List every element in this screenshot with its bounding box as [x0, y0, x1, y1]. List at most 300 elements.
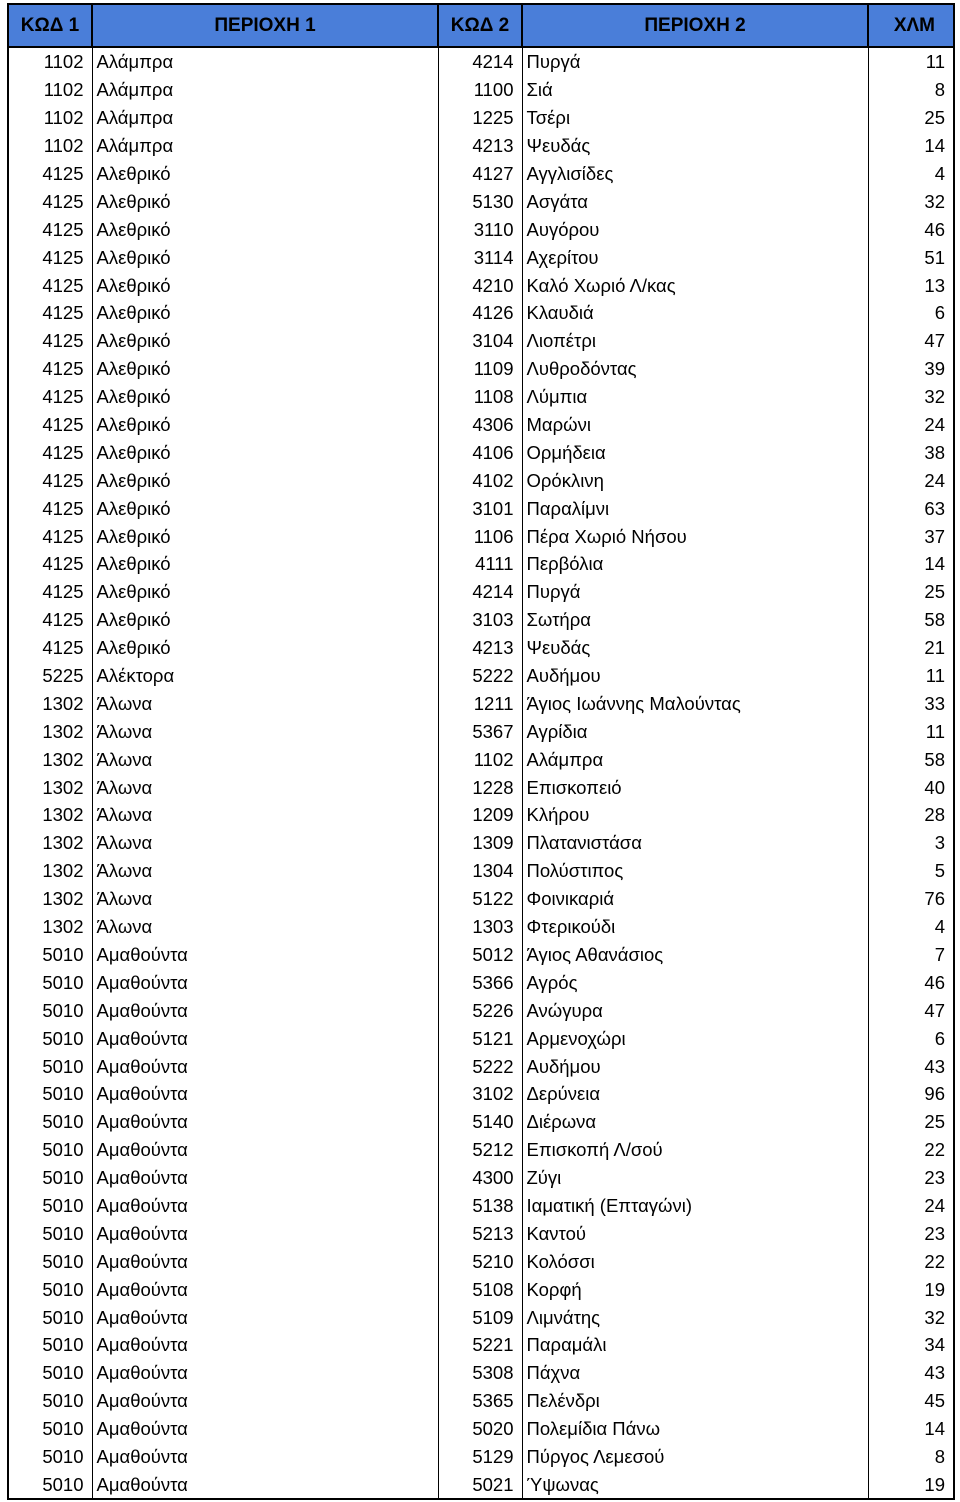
- code-1-cell: 5010: [8, 1080, 92, 1108]
- code-1-cell: 5010: [8, 1219, 92, 1247]
- table-row: [8, 689, 954, 717]
- code-1-cell: 4125: [8, 299, 92, 327]
- km-cell: 8: [868, 76, 954, 104]
- area-2-cell: Παραμάλι: [522, 1331, 868, 1359]
- table-row: [8, 1136, 954, 1164]
- code-2-cell: 3114: [438, 243, 522, 271]
- code-2-cell: 4300: [438, 1164, 522, 1192]
- area-1-cell: Αμαθούντα: [92, 1415, 438, 1443]
- area-2-cell: Κορφή: [522, 1275, 868, 1303]
- area-1-cell: Άλωνα: [92, 857, 438, 885]
- area-2-cell: Ύψωνας: [522, 1470, 868, 1499]
- code-2-cell: 5210: [438, 1247, 522, 1275]
- area-2-cell: Αυδήμου: [522, 1052, 868, 1080]
- code-1-cell: 4125: [8, 438, 92, 466]
- code-2-cell: 4106: [438, 438, 522, 466]
- area-1-cell: Αλάμπρα: [92, 104, 438, 132]
- code-1-cell: 4125: [8, 522, 92, 550]
- code-1-cell: 1102: [8, 104, 92, 132]
- table-row: [8, 885, 954, 913]
- area-2-cell: Περβόλια: [522, 550, 868, 578]
- km-cell: 4: [868, 160, 954, 188]
- area-1-cell: Αμαθούντα: [92, 1024, 438, 1052]
- code-1-cell: 5010: [8, 1275, 92, 1303]
- table-row: [8, 1024, 954, 1052]
- code-1-cell: 1302: [8, 745, 92, 773]
- area-1-cell: Άλωνα: [92, 829, 438, 857]
- table-row: [8, 160, 954, 188]
- area-2-cell: Φοινικαριά: [522, 885, 868, 913]
- area-2-cell: Ορόκλινη: [522, 466, 868, 494]
- code-2-cell: 5222: [438, 662, 522, 690]
- code-2-cell: 4213: [438, 634, 522, 662]
- area-2-cell: Πύργος Λεμεσού: [522, 1443, 868, 1471]
- code-2-cell: 5130: [438, 187, 522, 215]
- code-2-cell: 5213: [438, 1219, 522, 1247]
- area-2-cell: Άγιος Ιωάννης Μαλούντας: [522, 689, 868, 717]
- table-body: [8, 47, 954, 1499]
- header-code-2: ΚΩΔ 2: [438, 4, 522, 47]
- header-row: [8, 4, 954, 47]
- km-cell: 47: [868, 996, 954, 1024]
- km-cell: 19: [868, 1470, 954, 1499]
- code-1-cell: 1302: [8, 857, 92, 885]
- area-1-cell: Αμαθούντα: [92, 968, 438, 996]
- area-1-cell: Αμαθούντα: [92, 1275, 438, 1303]
- code-1-cell: 4125: [8, 634, 92, 662]
- code-1-cell: 5010: [8, 1192, 92, 1220]
- km-cell: 32: [868, 383, 954, 411]
- code-2-cell: 1211: [438, 689, 522, 717]
- table-row: [8, 466, 954, 494]
- table-row: [8, 801, 954, 829]
- table-row: [8, 327, 954, 355]
- code-1-cell: 4125: [8, 466, 92, 494]
- area-2-cell: Ορμήδεια: [522, 438, 868, 466]
- table-row: [8, 1192, 954, 1220]
- area-1-cell: Αμαθούντα: [92, 1443, 438, 1471]
- code-1-cell: 5010: [8, 968, 92, 996]
- code-2-cell: 1102: [438, 745, 522, 773]
- header-area-2: ΠΕΡΙΟΧΗ 2: [522, 4, 868, 47]
- table-row: [8, 745, 954, 773]
- area-1-cell: Αμαθούντα: [92, 996, 438, 1024]
- code-1-cell: 5010: [8, 1387, 92, 1415]
- km-cell: 32: [868, 187, 954, 215]
- table-row: [8, 662, 954, 690]
- header-area-1: ΠΕΡΙΟΧΗ 1: [92, 4, 438, 47]
- area-2-cell: Λύμπια: [522, 383, 868, 411]
- area-2-cell: Λιμνάτης: [522, 1303, 868, 1331]
- area-2-cell: Ασγάτα: [522, 187, 868, 215]
- code-2-cell: 4210: [438, 271, 522, 299]
- code-1-cell: 1302: [8, 913, 92, 941]
- area-1-cell: Αλεθρικό: [92, 215, 438, 243]
- area-1-cell: Αλεθρικό: [92, 299, 438, 327]
- code-2-cell: 1109: [438, 355, 522, 383]
- km-cell: 25: [868, 578, 954, 606]
- code-1-cell: 1102: [8, 47, 92, 76]
- km-cell: 47: [868, 327, 954, 355]
- code-1-cell: 5010: [8, 1247, 92, 1275]
- table-row: [8, 773, 954, 801]
- table-row: [8, 1247, 954, 1275]
- table-row: [8, 299, 954, 327]
- area-1-cell: Άλωνα: [92, 913, 438, 941]
- code-1-cell: 1302: [8, 801, 92, 829]
- table-row: [8, 187, 954, 215]
- code-2-cell: 1309: [438, 829, 522, 857]
- table-row: [8, 1415, 954, 1443]
- code-2-cell: 5108: [438, 1275, 522, 1303]
- area-2-cell: Λιοπέτρι: [522, 327, 868, 355]
- code-1-cell: 1302: [8, 689, 92, 717]
- table-row: [8, 717, 954, 745]
- table-row: [8, 606, 954, 634]
- area-1-cell: Αμαθούντα: [92, 1470, 438, 1499]
- km-cell: 39: [868, 355, 954, 383]
- area-2-cell: Πυργά: [522, 47, 868, 76]
- area-1-cell: Αμαθούντα: [92, 941, 438, 969]
- table-row: [8, 1052, 954, 1080]
- table-row: [8, 411, 954, 439]
- km-cell: 5: [868, 857, 954, 885]
- km-cell: 63: [868, 494, 954, 522]
- table-row: [8, 104, 954, 132]
- area-1-cell: Άλωνα: [92, 773, 438, 801]
- code-2-cell: 4102: [438, 466, 522, 494]
- code-1-cell: 4125: [8, 550, 92, 578]
- code-1-cell: 5010: [8, 1331, 92, 1359]
- area-1-cell: Αλάμπρα: [92, 132, 438, 160]
- code-1-cell: 5010: [8, 941, 92, 969]
- area-2-cell: Ιαματική (Επταγώνι): [522, 1192, 868, 1220]
- area-1-cell: Αλεθρικό: [92, 243, 438, 271]
- code-2-cell: 1304: [438, 857, 522, 885]
- code-1-cell: 4125: [8, 160, 92, 188]
- area-2-cell: Κλαυδιά: [522, 299, 868, 327]
- header-km: ΧΛΜ: [868, 4, 954, 47]
- km-cell: 46: [868, 968, 954, 996]
- km-cell: 25: [868, 1108, 954, 1136]
- area-1-cell: Αλεθρικό: [92, 411, 438, 439]
- table-row: [8, 1443, 954, 1471]
- area-2-cell: Πελένδρι: [522, 1387, 868, 1415]
- code-2-cell: 5365: [438, 1387, 522, 1415]
- km-cell: 4: [868, 913, 954, 941]
- code-2-cell: 5367: [438, 717, 522, 745]
- km-cell: 43: [868, 1052, 954, 1080]
- area-1-cell: Άλωνα: [92, 801, 438, 829]
- code-1-cell: 4125: [8, 243, 92, 271]
- area-1-cell: Αλεθρικό: [92, 522, 438, 550]
- area-2-cell: Ψευδάς: [522, 132, 868, 160]
- code-2-cell: 4126: [438, 299, 522, 327]
- area-2-cell: Ζύγι: [522, 1164, 868, 1192]
- area-2-cell: Πυργά: [522, 578, 868, 606]
- km-cell: 23: [868, 1164, 954, 1192]
- area-2-cell: Μαρώνι: [522, 411, 868, 439]
- table-row: [8, 243, 954, 271]
- km-cell: 37: [868, 522, 954, 550]
- km-cell: 32: [868, 1303, 954, 1331]
- area-1-cell: Αλάμπρα: [92, 76, 438, 104]
- area-1-cell: Αλεθρικό: [92, 327, 438, 355]
- km-cell: 24: [868, 1192, 954, 1220]
- code-1-cell: 5010: [8, 1108, 92, 1136]
- km-cell: 14: [868, 1415, 954, 1443]
- area-1-cell: Αλεθρικό: [92, 438, 438, 466]
- area-2-cell: Αρμενοχώρι: [522, 1024, 868, 1052]
- code-2-cell: 3104: [438, 327, 522, 355]
- code-1-cell: 4125: [8, 411, 92, 439]
- area-1-cell: Άλωνα: [92, 885, 438, 913]
- code-2-cell: 4214: [438, 578, 522, 606]
- km-cell: 34: [868, 1331, 954, 1359]
- code-2-cell: 5122: [438, 885, 522, 913]
- code-2-cell: 1303: [438, 913, 522, 941]
- area-2-cell: Επισκοπειό: [522, 773, 868, 801]
- distance-table-sheet: [7, 3, 953, 1500]
- code-1-cell: 4125: [8, 271, 92, 299]
- table-row: [8, 355, 954, 383]
- code-2-cell: 4127: [438, 160, 522, 188]
- code-1-cell: 1302: [8, 829, 92, 857]
- code-2-cell: 3101: [438, 494, 522, 522]
- code-2-cell: 5221: [438, 1331, 522, 1359]
- area-1-cell: Αμαθούντα: [92, 1303, 438, 1331]
- area-1-cell: Αλάμπρα: [92, 47, 438, 76]
- area-1-cell: Αμαθούντα: [92, 1359, 438, 1387]
- area-2-cell: Καντού: [522, 1219, 868, 1247]
- code-2-cell: 4111: [438, 550, 522, 578]
- area-1-cell: Αμαθούντα: [92, 1219, 438, 1247]
- area-1-cell: Αμαθούντα: [92, 1136, 438, 1164]
- area-1-cell: Αμαθούντα: [92, 1080, 438, 1108]
- code-2-cell: 4214: [438, 47, 522, 76]
- code-2-cell: 1100: [438, 76, 522, 104]
- area-2-cell: Αγρίδια: [522, 717, 868, 745]
- code-1-cell: 4125: [8, 494, 92, 522]
- km-cell: 46: [868, 215, 954, 243]
- area-1-cell: Αμαθούντα: [92, 1192, 438, 1220]
- area-2-cell: Αυδήμου: [522, 662, 868, 690]
- header-code-1: ΚΩΔ 1: [8, 4, 92, 47]
- km-cell: 6: [868, 299, 954, 327]
- table-row: [8, 578, 954, 606]
- area-1-cell: Άλωνα: [92, 745, 438, 773]
- km-cell: 13: [868, 271, 954, 299]
- km-cell: 14: [868, 132, 954, 160]
- area-1-cell: Αλεθρικό: [92, 634, 438, 662]
- km-cell: 76: [868, 885, 954, 913]
- km-cell: 28: [868, 801, 954, 829]
- code-2-cell: 5012: [438, 941, 522, 969]
- area-1-cell: Αλεθρικό: [92, 494, 438, 522]
- code-1-cell: 1102: [8, 76, 92, 104]
- code-1-cell: 4125: [8, 187, 92, 215]
- km-cell: 3: [868, 829, 954, 857]
- code-2-cell: 1209: [438, 801, 522, 829]
- table-row: [8, 1359, 954, 1387]
- km-cell: 23: [868, 1219, 954, 1247]
- area-2-cell: Καλό Χωριό Λ/κας: [522, 271, 868, 299]
- table-row: [8, 968, 954, 996]
- area-2-cell: Φτερικούδι: [522, 913, 868, 941]
- area-2-cell: Επισκοπή Λ/σού: [522, 1136, 868, 1164]
- code-1-cell: 4125: [8, 327, 92, 355]
- table-row: [8, 1164, 954, 1192]
- km-cell: 45: [868, 1387, 954, 1415]
- table-row: [8, 1303, 954, 1331]
- code-2-cell: 5121: [438, 1024, 522, 1052]
- area-1-cell: Αλεθρικό: [92, 271, 438, 299]
- code-1-cell: 4125: [8, 383, 92, 411]
- km-cell: 58: [868, 745, 954, 773]
- area-2-cell: Αλάμπρα: [522, 745, 868, 773]
- table-row: [8, 47, 954, 76]
- table-row: [8, 634, 954, 662]
- table-row: [8, 996, 954, 1024]
- area-2-cell: Πλατανιστάσα: [522, 829, 868, 857]
- code-2-cell: 5138: [438, 1192, 522, 1220]
- code-2-cell: 5129: [438, 1443, 522, 1471]
- km-cell: 38: [868, 438, 954, 466]
- km-cell: 21: [868, 634, 954, 662]
- code-2-cell: 5109: [438, 1303, 522, 1331]
- code-2-cell: 4306: [438, 411, 522, 439]
- code-1-cell: 5010: [8, 1024, 92, 1052]
- code-2-cell: 5020: [438, 1415, 522, 1443]
- area-2-cell: Αγγλισίδες: [522, 160, 868, 188]
- code-1-cell: 1102: [8, 132, 92, 160]
- area-2-cell: Δερύνεια: [522, 1080, 868, 1108]
- km-cell: 40: [868, 773, 954, 801]
- code-2-cell: 5212: [438, 1136, 522, 1164]
- km-cell: 7: [868, 941, 954, 969]
- code-2-cell: 5366: [438, 968, 522, 996]
- table-row: [8, 1470, 954, 1499]
- area-1-cell: Αλεθρικό: [92, 578, 438, 606]
- table-row: [8, 829, 954, 857]
- code-1-cell: 5010: [8, 1359, 92, 1387]
- table-row: [8, 1387, 954, 1415]
- table-row: [8, 383, 954, 411]
- area-1-cell: Αμαθούντα: [92, 1052, 438, 1080]
- table-row: [8, 1108, 954, 1136]
- code-1-cell: 5225: [8, 662, 92, 690]
- area-1-cell: Άλωνα: [92, 689, 438, 717]
- code-1-cell: 1302: [8, 717, 92, 745]
- table-row: [8, 857, 954, 885]
- km-cell: 6: [868, 1024, 954, 1052]
- km-cell: 58: [868, 606, 954, 634]
- km-cell: 11: [868, 662, 954, 690]
- km-cell: 19: [868, 1275, 954, 1303]
- area-2-cell: Αχερίτου: [522, 243, 868, 271]
- code-1-cell: 4125: [8, 578, 92, 606]
- area-1-cell: Αλεθρικό: [92, 383, 438, 411]
- code-1-cell: 5010: [8, 1415, 92, 1443]
- area-1-cell: Αλέκτορα: [92, 662, 438, 690]
- area-1-cell: Αλεθρικό: [92, 606, 438, 634]
- code-1-cell: 4125: [8, 355, 92, 383]
- table-row: [8, 941, 954, 969]
- code-1-cell: 5010: [8, 1443, 92, 1471]
- area-1-cell: Αμαθούντα: [92, 1108, 438, 1136]
- area-1-cell: Αμαθούντα: [92, 1164, 438, 1192]
- code-2-cell: 3110: [438, 215, 522, 243]
- km-cell: 22: [868, 1247, 954, 1275]
- code-1-cell: 5010: [8, 1164, 92, 1192]
- code-2-cell: 5222: [438, 1052, 522, 1080]
- code-1-cell: 5010: [8, 996, 92, 1024]
- code-2-cell: 3102: [438, 1080, 522, 1108]
- table-row: [8, 438, 954, 466]
- code-1-cell: 1302: [8, 885, 92, 913]
- code-1-cell: 5010: [8, 1052, 92, 1080]
- area-2-cell: Τσέρι: [522, 104, 868, 132]
- area-2-cell: Κολόσσι: [522, 1247, 868, 1275]
- area-2-cell: Λυθροδόντας: [522, 355, 868, 383]
- table-row: [8, 132, 954, 160]
- area-1-cell: Αλεθρικό: [92, 466, 438, 494]
- area-2-cell: Ανώγυρα: [522, 996, 868, 1024]
- area-2-cell: Κλήρου: [522, 801, 868, 829]
- table-row: [8, 76, 954, 104]
- area-1-cell: Αμαθούντα: [92, 1331, 438, 1359]
- km-cell: 24: [868, 411, 954, 439]
- code-2-cell: 1228: [438, 773, 522, 801]
- code-2-cell: 5021: [438, 1470, 522, 1499]
- code-1-cell: 5010: [8, 1303, 92, 1331]
- km-cell: 51: [868, 243, 954, 271]
- area-2-cell: Άγιος Αθανάσιος: [522, 941, 868, 969]
- area-2-cell: Πάχνα: [522, 1359, 868, 1387]
- code-1-cell: 1302: [8, 773, 92, 801]
- table-row: [8, 1219, 954, 1247]
- km-cell: 11: [868, 717, 954, 745]
- area-2-cell: Διέρωνα: [522, 1108, 868, 1136]
- code-2-cell: 5226: [438, 996, 522, 1024]
- code-1-cell: 5010: [8, 1136, 92, 1164]
- area-1-cell: Αλεθρικό: [92, 550, 438, 578]
- area-2-cell: Ψευδάς: [522, 634, 868, 662]
- area-2-cell: Πολύστιπος: [522, 857, 868, 885]
- area-2-cell: Παραλίμνι: [522, 494, 868, 522]
- code-2-cell: 1108: [438, 383, 522, 411]
- code-1-cell: 4125: [8, 215, 92, 243]
- area-2-cell: Αυγόρου: [522, 215, 868, 243]
- area-2-cell: Σωτήρα: [522, 606, 868, 634]
- km-cell: 25: [868, 104, 954, 132]
- distance-table: [7, 3, 955, 1500]
- code-2-cell: 4213: [438, 132, 522, 160]
- km-cell: 11: [868, 47, 954, 76]
- area-1-cell: Αλεθρικό: [92, 355, 438, 383]
- area-1-cell: Άλωνα: [92, 717, 438, 745]
- area-2-cell: Πολεμίδια Πάνω: [522, 1415, 868, 1443]
- table-row: [8, 550, 954, 578]
- table-header: [8, 4, 954, 47]
- area-1-cell: Αλεθρικό: [92, 160, 438, 188]
- area-2-cell: Αγρός: [522, 968, 868, 996]
- km-cell: 96: [868, 1080, 954, 1108]
- table-row: [8, 494, 954, 522]
- area-1-cell: Αλεθρικό: [92, 187, 438, 215]
- area-2-cell: Σιά: [522, 76, 868, 104]
- km-cell: 24: [868, 466, 954, 494]
